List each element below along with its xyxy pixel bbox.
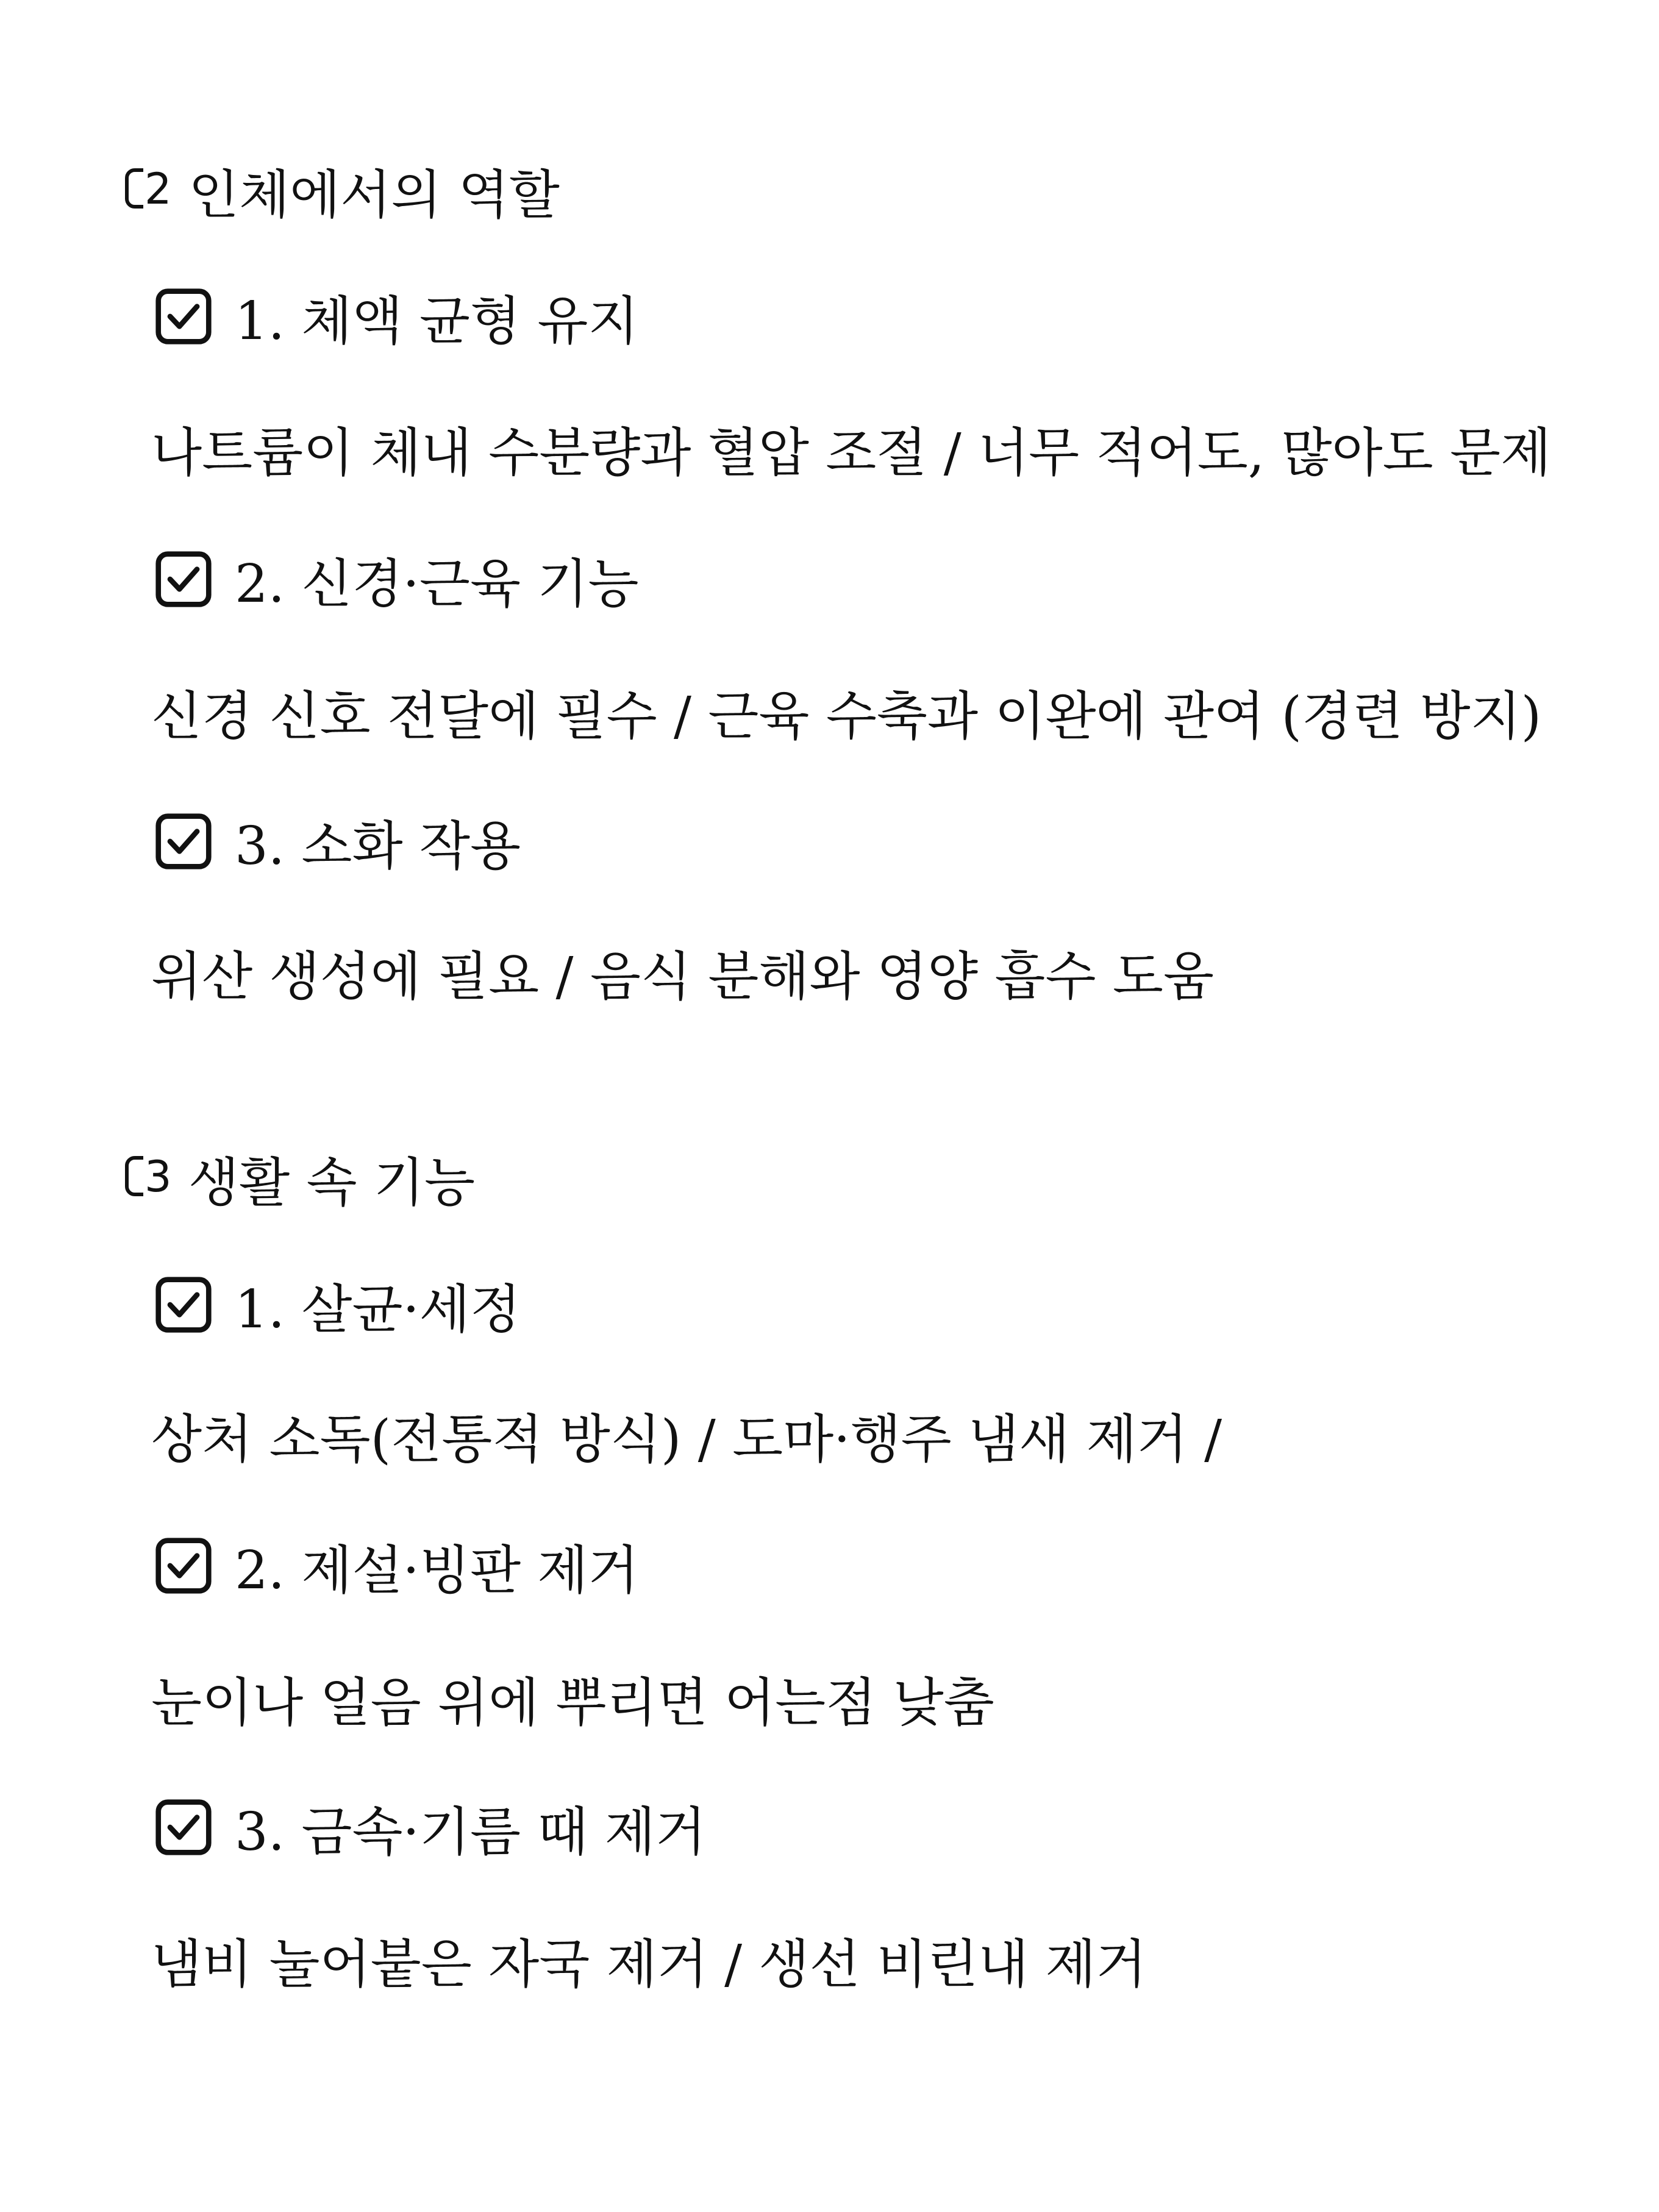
item-label: 3. 소화 작용 xyxy=(235,816,521,877)
checklist-item xyxy=(154,804,521,879)
checkbox-checked-icon xyxy=(154,287,213,346)
item-label: 2. 제설·빙판 제거 xyxy=(235,1540,639,1601)
checklist-item xyxy=(154,1267,521,1343)
item-description: 상처 소독(전통적 방식) / 도마·행주 냄새 제거 / xyxy=(151,1409,1222,1470)
item-description: 신경 신호 전달에 필수 / 근육 수축과 이완에 관여 (경련 방지) xyxy=(151,686,1542,747)
item-description: 냄비 눌어붙은 자국 제거 / 생선 비린내 제거 xyxy=(151,1934,1147,1995)
checkbox-checked-icon xyxy=(154,1798,213,1857)
item-label: 1. 살균·세정 xyxy=(235,1279,521,1340)
section-header-daily-life xyxy=(125,1140,475,1216)
numbered-box-icon: 3 xyxy=(125,1156,165,1200)
checklist-item xyxy=(154,279,639,354)
item-description: 나트륨이 체내 수분량과 혈압 조절 / 너무 적어도, 많아도 문제 xyxy=(151,423,1552,483)
checkbox-checked-icon xyxy=(154,1275,213,1334)
item-label: 1. 체액 균형 유지 xyxy=(235,291,639,352)
checkbox-checked-icon xyxy=(154,550,213,608)
checklist-item xyxy=(154,1528,639,1604)
section-title: 생활 속 기능 xyxy=(188,1152,476,1213)
item-label: 2. 신경·근육 기능 xyxy=(235,554,639,615)
item-description: 위산 생성에 필요 / 음식 분해와 영양 흡수 도움 xyxy=(151,946,1215,1007)
numbered-box-icon: 2 xyxy=(125,168,165,212)
section-title: 인체에서의 역할 xyxy=(188,165,560,226)
item-description: 눈이나 얼음 위에 뿌리면 어는점 낮춤 xyxy=(151,1672,994,1733)
checkbox-checked-icon xyxy=(154,1536,213,1595)
item-label: 3. 금속·기름 때 제거 xyxy=(235,1802,706,1863)
section-header-role-in-body xyxy=(125,152,560,228)
checklist-item xyxy=(154,1789,706,1865)
checkbox-checked-icon xyxy=(154,812,213,871)
checklist-item xyxy=(154,541,639,617)
